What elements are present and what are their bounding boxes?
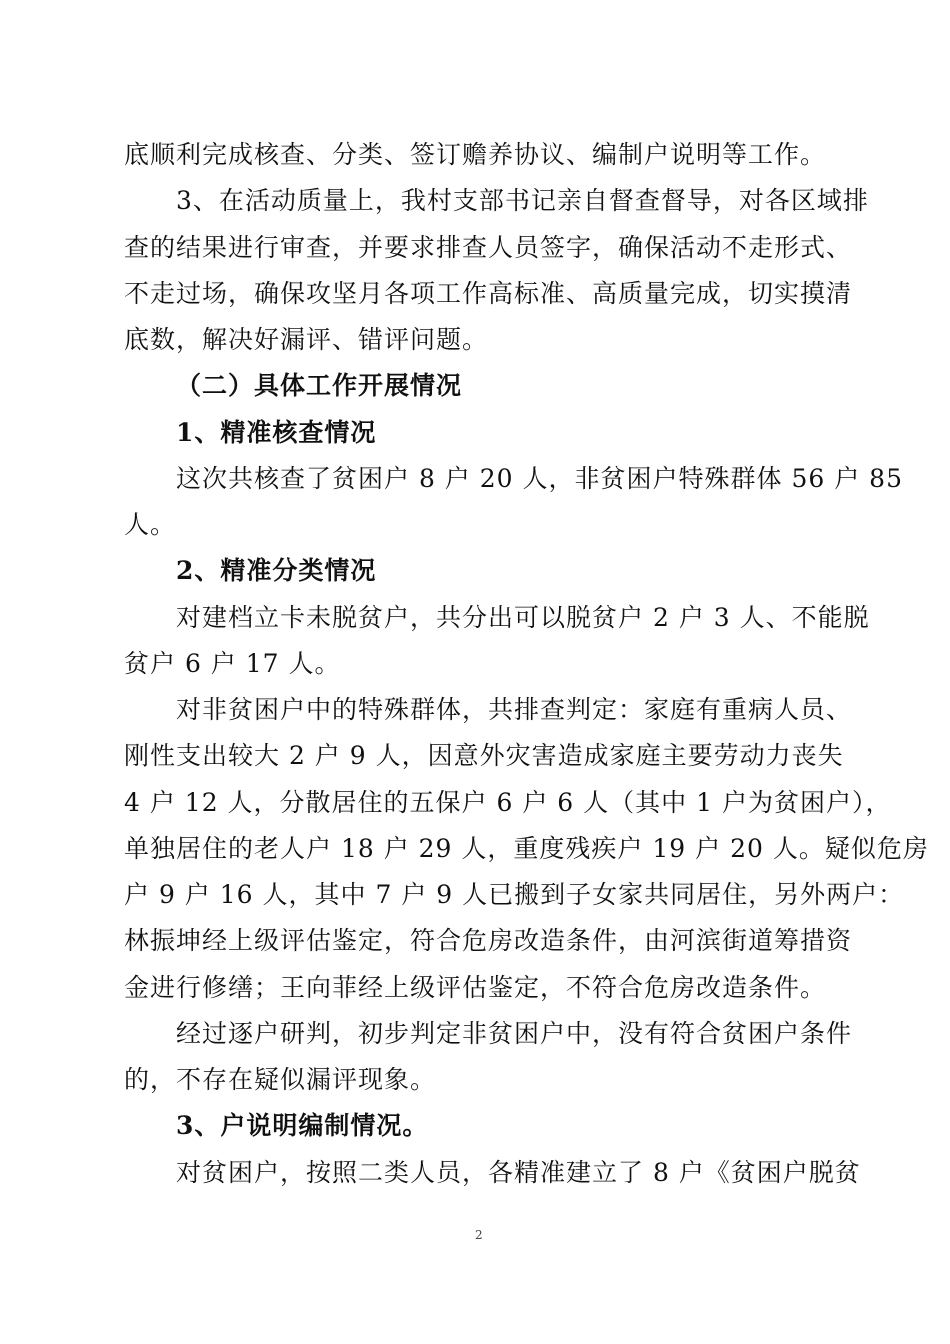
paragraph-line: 经过逐户研判，初步判定非贫困户中，没有符合贫困户条件 (176, 1019, 853, 1048)
paragraph-line: 对贫困户，按照二类人员，各精准建立了 8 户《贫困户脱贫 (176, 1158, 861, 1187)
subsection-heading: 2、精准分类情况 (176, 556, 377, 585)
paragraph-line: 对建档立卡未脱贫户，共分出可以脱贫户 2 户 3 人、不能脱 (176, 603, 870, 632)
paragraph-line: 刚性支出较大 2 户 9 人，因意外灾害造成家庭主要劳动力丧失 (124, 741, 844, 770)
paragraph-line: 对非贫困户中的特殊群体，共排查判定：家庭有重病人员、 (176, 695, 853, 724)
paragraph-line: 这次共核查了贫困户 8 户 20 人，非贫困户特殊群体 56 户 85 (176, 464, 903, 493)
paragraph-line: 人。 (124, 510, 177, 539)
subsection-heading: 3、户说明编制情况。 (176, 1111, 429, 1140)
paragraph-line: 户 9 户 16 人，其中 7 户 9 人已搬到子女家共同居住，另外两户： (124, 880, 905, 909)
paragraph-line: 查的结果进行审查，并要求排查人员签字，确保活动不走形式、 (124, 233, 853, 262)
paragraph-line: 底顺利完成核查、分类、签订赡养协议、编制户说明等工作。 (124, 140, 827, 169)
paragraph-line: 3、在活动质量上，我村支部书记亲自督查督导，对各区域排 (176, 186, 869, 215)
paragraph-line: 底数，解决好漏评、错评问题。 (124, 325, 489, 354)
paragraph-line: 不走过场，确保攻坚月各项工作高标准、高质量完成，切实摸清 (124, 279, 853, 308)
paragraph-line: 的，不存在疑似漏评现象。 (124, 1065, 437, 1094)
page-number: 2 (475, 1228, 483, 1242)
section-heading: （二）具体工作开展情况 (176, 371, 463, 400)
paragraph-line: 单独居住的老人户 18 户 29 人，重度残疾户 19 户 20 人。疑似危房 (124, 834, 929, 863)
paragraph-line: 林振坤经上级评估鉴定，符合危房改造条件，由河滨街道筹措资 (124, 926, 853, 955)
paragraph-line: 4 户 12 人，分散居住的五保户 6 户 6 人（其中 1 户为贫困户）， (124, 788, 892, 817)
paragraph-line: 金进行修缮；王向菲经上级评估鉴定，不符合危房改造条件。 (124, 973, 827, 1002)
subsection-heading: 1、精准核查情况 (176, 418, 377, 447)
paragraph-line: 贫户 6 户 17 人。 (124, 649, 341, 678)
